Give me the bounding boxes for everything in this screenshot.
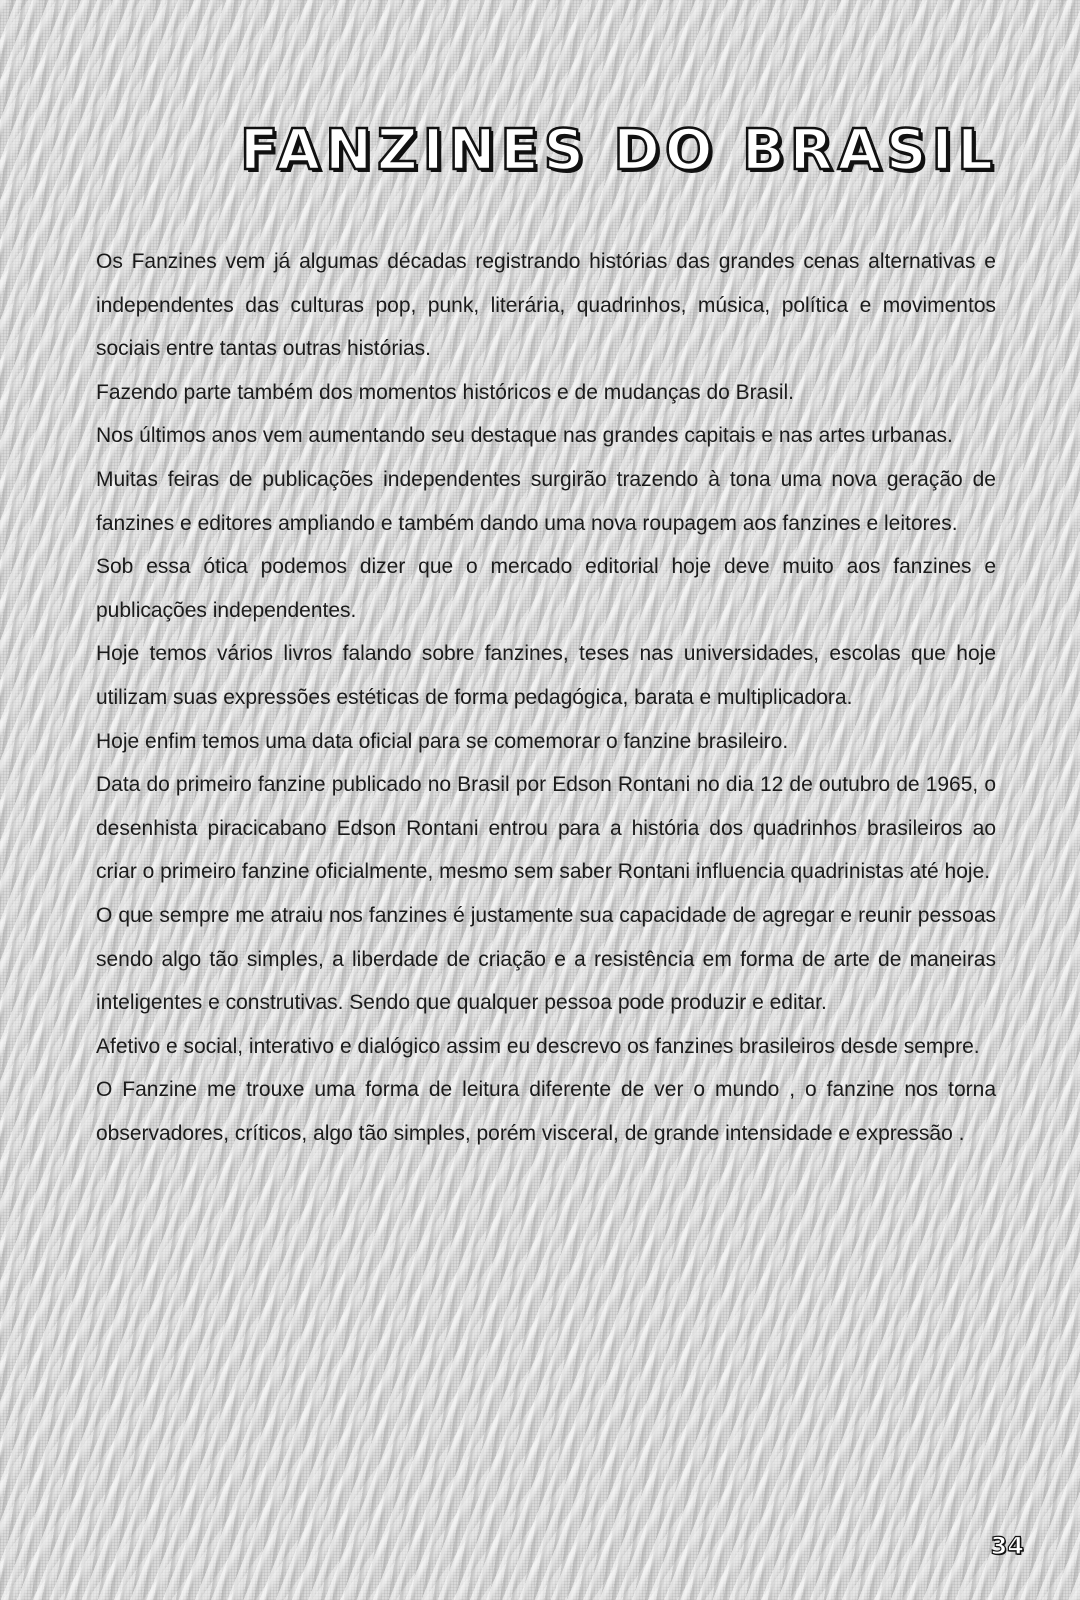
paragraph: Data do primeiro fanzine publicado no Brasil por Edson Rontani no dia 12 de outubro de 1965, o desenhista piracicabano Edson Rontani entrou para a história dos quadrinhos brasileiros ao criar o primeiro fanzine oficialmente, mesmo sem saber Rontani influencia quadrinistas até hoje. (96, 773, 996, 884)
paragraph: Fazendo parte também dos momentos históricos e de mudanças do Brasil. (96, 380, 795, 404)
paragraph: Hoje enfim temos uma data oficial para se comemorar o fanzine brasileiro. (96, 729, 789, 753)
paragraph: Os Fanzines vem já algumas décadas registrando histórias das grandes cenas alternativas e independentes das culturas pop, punk, literária, quadrinhos, música, política e movimentos sociais entre tantas outras histórias. (96, 250, 996, 361)
paragraph: Afetivo e social, interativo e dialógico assim eu descrevo os fanzines brasileiros desde sempre. (96, 1034, 980, 1058)
paragraph: Muitas feiras de publicações independentes surgirão trazendo à tona uma nova geração de fanzines e editores ampliando e também dando uma nova roupagem aos fanzines e leitores. (96, 467, 996, 535)
paragraph: O que sempre me atraiu nos fanzines é justamente sua capacidade de agregar e reunir pessoas sendo algo tão simples, a liberdade de criação e a resistência em forma de arte de maneiras inteligentes e construtivas. Sendo que qualquer pessoa pode produzir e editar. (96, 903, 996, 1015)
paragraph: O Fanzine me trouxe uma forma de leitura diferente de ver o mundo , o fanzine nos torna observadores, críticos, algo tão simples, porém visceral, de grande intensidade e expressão . (96, 1078, 996, 1145)
body-text (96, 240, 996, 1155)
page-number: 34 (990, 1532, 1024, 1560)
paragraph: Sob essa ótica podemos dizer que o mercado editorial hoje deve muito aos fanzines e publicações independentes. (96, 555, 996, 622)
paragraph: Hoje temos vários livros falando sobre fanzines, teses nas universidades, escolas que hoje utilizam suas expressões estéticas de forma pedagógica, barata e multiplicadora. (96, 642, 996, 709)
page-title: FANZINES DO BRASIL (239, 118, 998, 183)
paragraph: Nos últimos anos vem aumentando seu destaque nas grandes capitais e nas artes urbanas. (96, 424, 953, 448)
